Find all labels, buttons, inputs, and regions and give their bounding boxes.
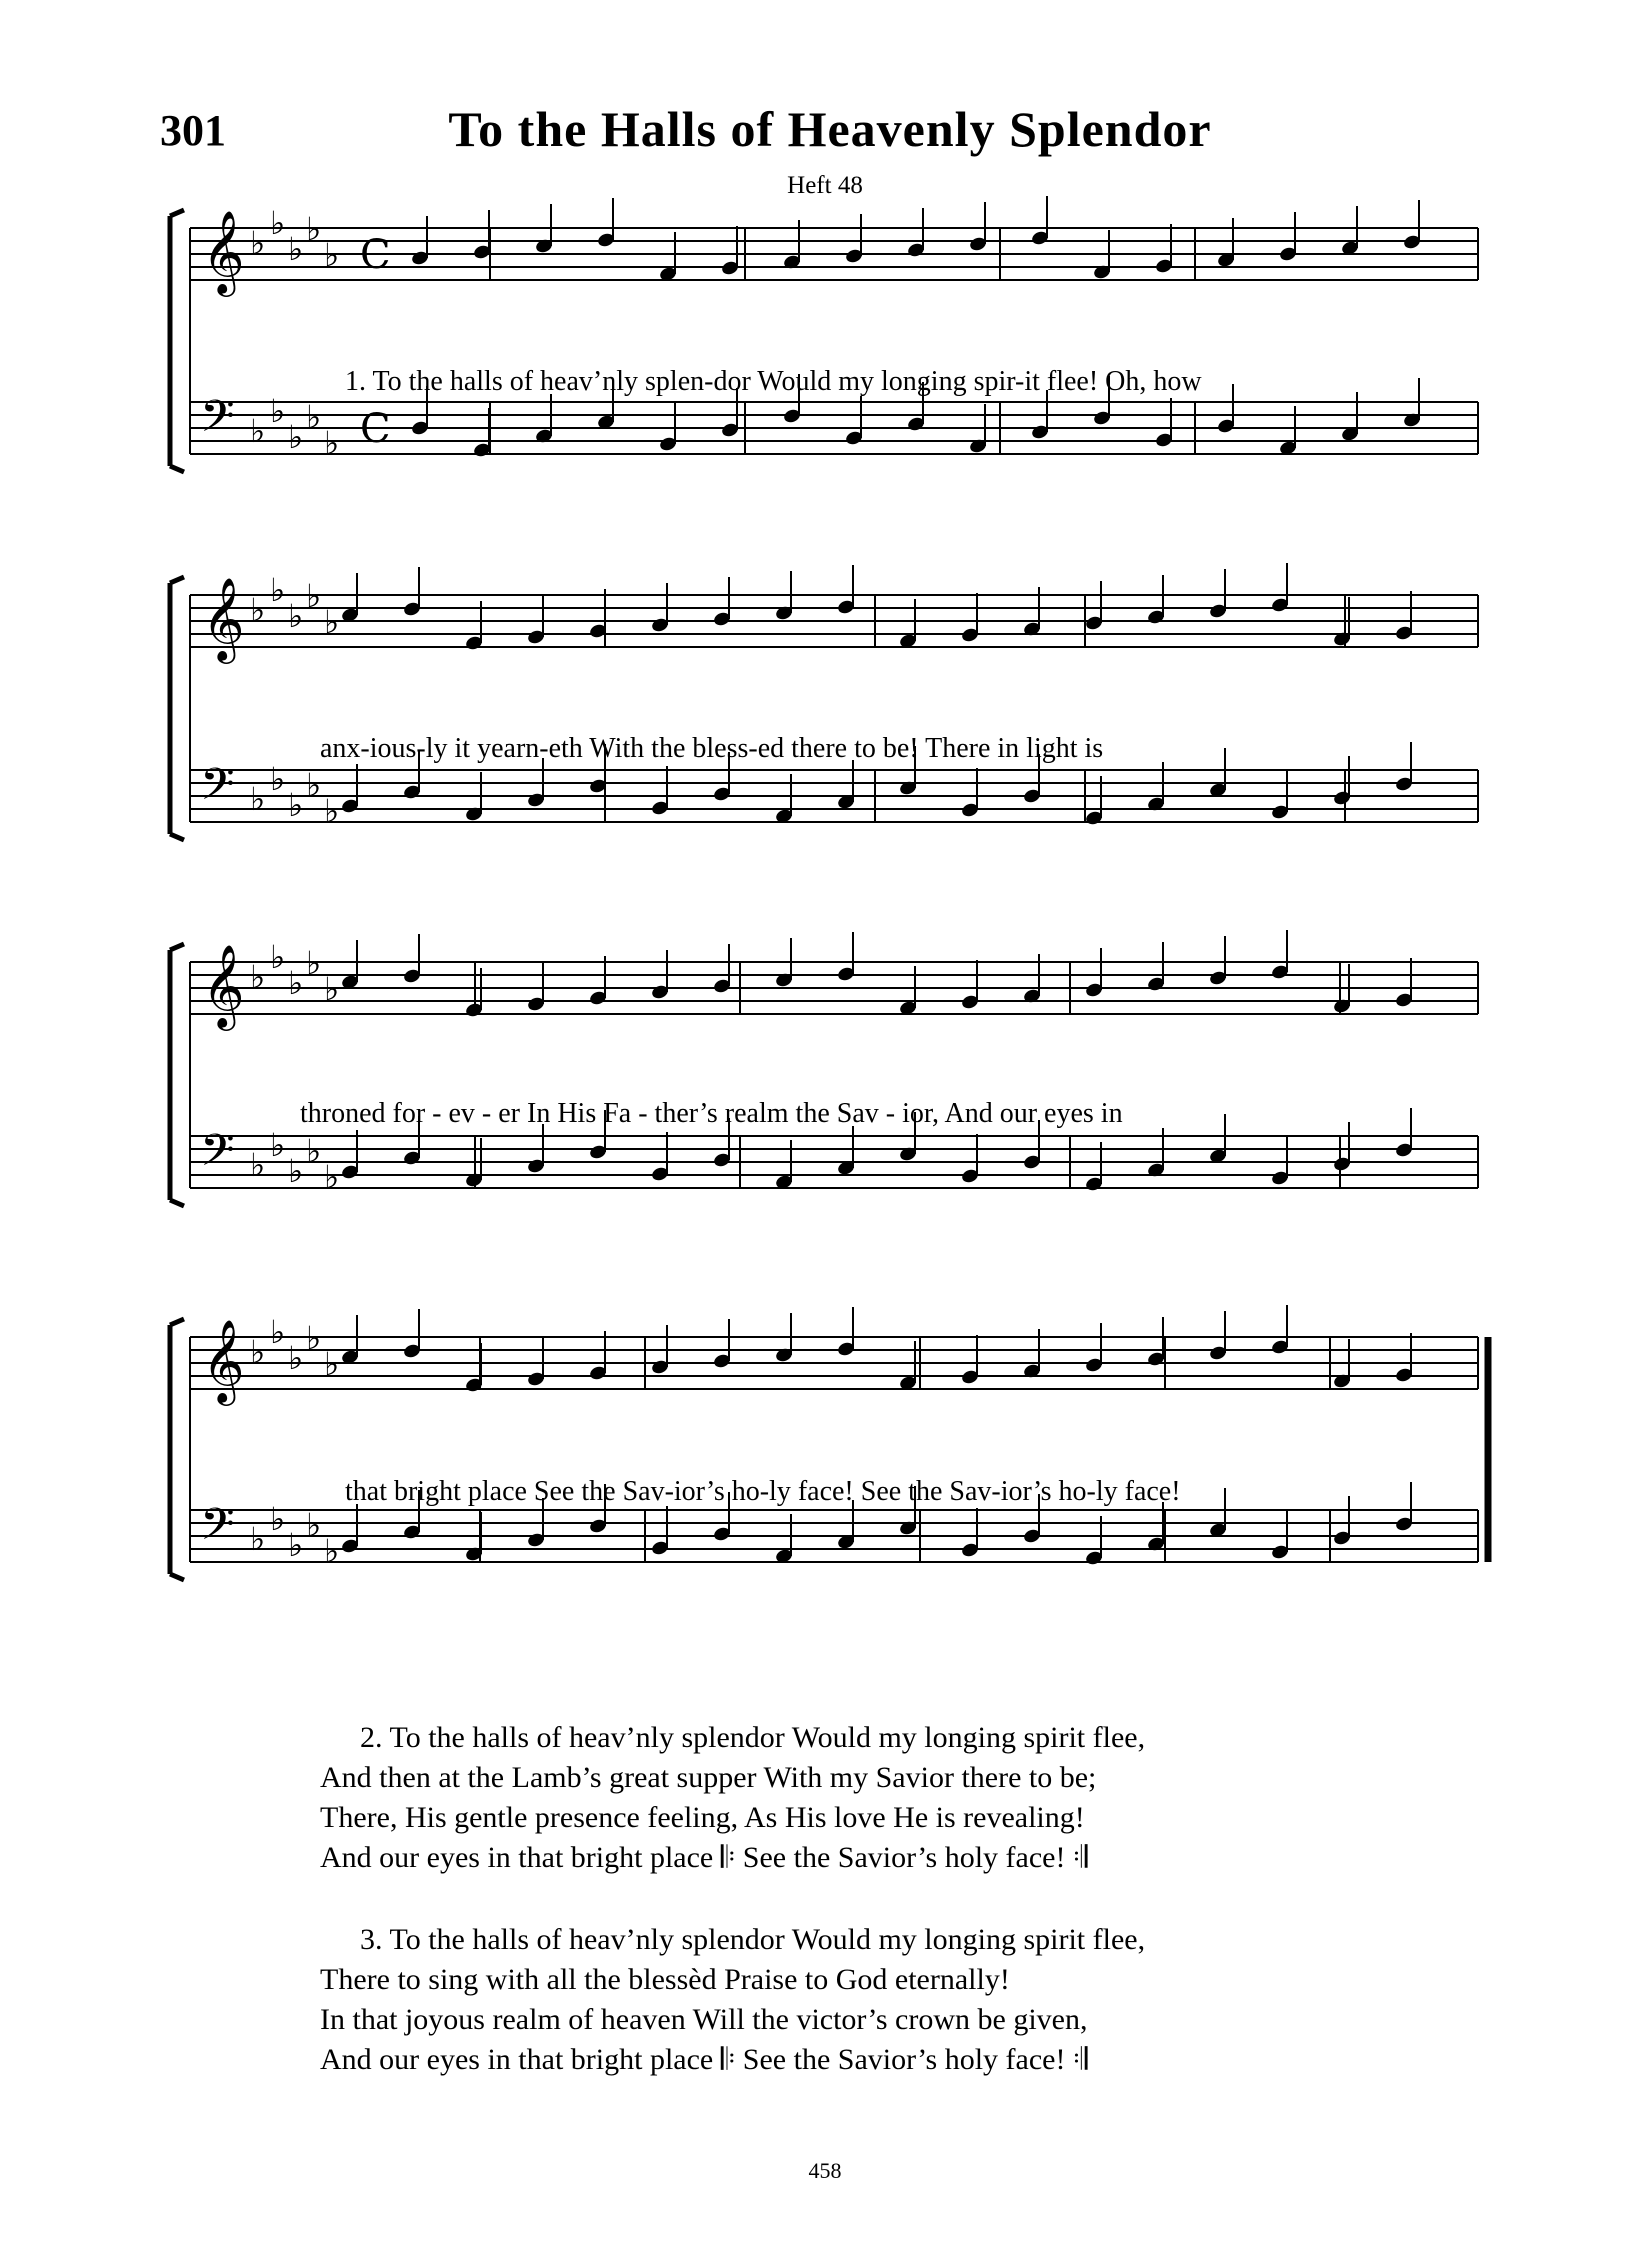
verse-line: And our eyes in that bright place 𝄆 See the Savior’s holy face! 𝄇	[320, 2043, 1088, 2076]
flat-icon: ♭	[306, 210, 322, 248]
flat-icon: ♭	[270, 938, 286, 976]
time-signature: C	[360, 232, 391, 278]
treble-clef-icon: 𝄞	[202, 1318, 245, 1402]
flat-icon: ♭	[288, 786, 304, 824]
verse-line: 2. To the halls of heav’nly splendor Would my longing spirit flee,	[360, 1721, 1146, 1754]
flat-icon: ♭	[324, 1345, 340, 1383]
flat-icon: ♭	[306, 766, 322, 804]
flat-icon: ♭	[306, 1319, 322, 1357]
flat-icon: ♭	[288, 230, 304, 268]
flat-icon: ♭	[288, 1526, 304, 1564]
flat-icon: ♭	[324, 603, 340, 641]
flat-icon: ♭	[324, 1532, 340, 1570]
flat-icon: ♭	[270, 204, 286, 242]
flat-icon: ♭	[324, 970, 340, 1008]
tune-name: Heft 48	[787, 172, 863, 199]
system-bracket	[170, 210, 184, 472]
flat-icon: ♭	[288, 597, 304, 635]
flat-icon: ♭	[306, 1506, 322, 1544]
verse-line: And our eyes in that bright place 𝄆 See the Savior’s holy face! 𝄇	[320, 1841, 1088, 1874]
time-signature: C	[360, 406, 391, 452]
bass-clef-icon: 𝄢	[200, 1124, 235, 1187]
flat-icon: ♭	[306, 944, 322, 982]
lyrics-system-1: 1. To the halls of heav’nly splen-dor Would my longing spir-it flee! Oh, how	[345, 366, 1202, 397]
bass-clef-icon: 𝄢	[200, 758, 235, 821]
flat-icon: ♭	[306, 398, 322, 436]
flat-icon: ♭	[324, 792, 340, 830]
flat-icon: ♭	[270, 392, 286, 430]
treble-clef-icon: 𝄞	[202, 943, 245, 1027]
verse-line: There, His gentle presence feeling, As His love He is revealing!	[320, 1801, 1085, 1834]
flat-icon: ♭	[270, 1313, 286, 1351]
lyrics-system-2: anx-ious-ly it yearn-eth With the bless-ed there to be! There in light is	[320, 733, 1104, 764]
flat-icon: ♭	[250, 1146, 266, 1184]
verse-line: 3. To the halls of heav’nly splendor Would my longing spirit flee,	[360, 1923, 1146, 1956]
flat-icon: ♭	[324, 424, 340, 462]
flat-icon: ♭	[250, 224, 266, 262]
system-bracket	[170, 944, 184, 1206]
flat-icon: ♭	[250, 780, 266, 818]
flat-icon: ♭	[250, 1520, 266, 1558]
flat-icon: ♭	[270, 1126, 286, 1164]
flat-icon: ♭	[288, 1152, 304, 1190]
flat-icon: ♭	[288, 1339, 304, 1377]
flat-icon: ♭	[250, 1333, 266, 1371]
flat-icon: ♭	[270, 571, 286, 609]
flat-icon: ♭	[250, 958, 266, 996]
verse-3	[320, 1920, 1420, 2080]
system-bracket	[170, 1319, 184, 1580]
flat-icon: ♭	[306, 1132, 322, 1170]
verse-line: In that joyous realm of heaven Will the victor’s crown be given,	[320, 2003, 1088, 2036]
verse-line: There to sing with all the blessèd Praise to God eternally!	[320, 1963, 1010, 1996]
treble-clef-icon: 𝄞	[202, 209, 245, 293]
treble-clef-icon: 𝄞	[202, 576, 245, 660]
lyrics-system-3: throned for - ev - er In His Fa - ther’s realm the Sav - ior, And our eyes in	[300, 1098, 1123, 1129]
flat-icon: ♭	[250, 591, 266, 629]
flat-icon: ♭	[324, 1158, 340, 1196]
flat-icon: ♭	[250, 412, 266, 450]
flat-icon: ♭	[324, 236, 340, 274]
verse-line: And then at the Lamb’s great supper With my Savior there to be;	[320, 1761, 1097, 1794]
hymn-title: To the Halls of Heavenly Splendor	[448, 101, 1212, 157]
flat-icon: ♭	[306, 577, 322, 615]
page-number: 458	[808, 2158, 842, 2183]
flat-icon: ♭	[270, 1500, 286, 1538]
flat-icon: ♭	[288, 964, 304, 1002]
system-bracket	[170, 577, 184, 840]
verse-2	[320, 1718, 1420, 1878]
lyrics-system-4: that bright place See the Sav-ior’s ho-ly face! See the Sav-ior’s ho-ly face!	[345, 1476, 1181, 1507]
flat-icon: ♭	[288, 418, 304, 456]
hymn-number: 301	[160, 106, 226, 155]
bass-clef-icon: 𝄢	[200, 390, 235, 453]
flat-icon: ♭	[270, 760, 286, 798]
bass-clef-icon: 𝄢	[200, 1498, 235, 1561]
